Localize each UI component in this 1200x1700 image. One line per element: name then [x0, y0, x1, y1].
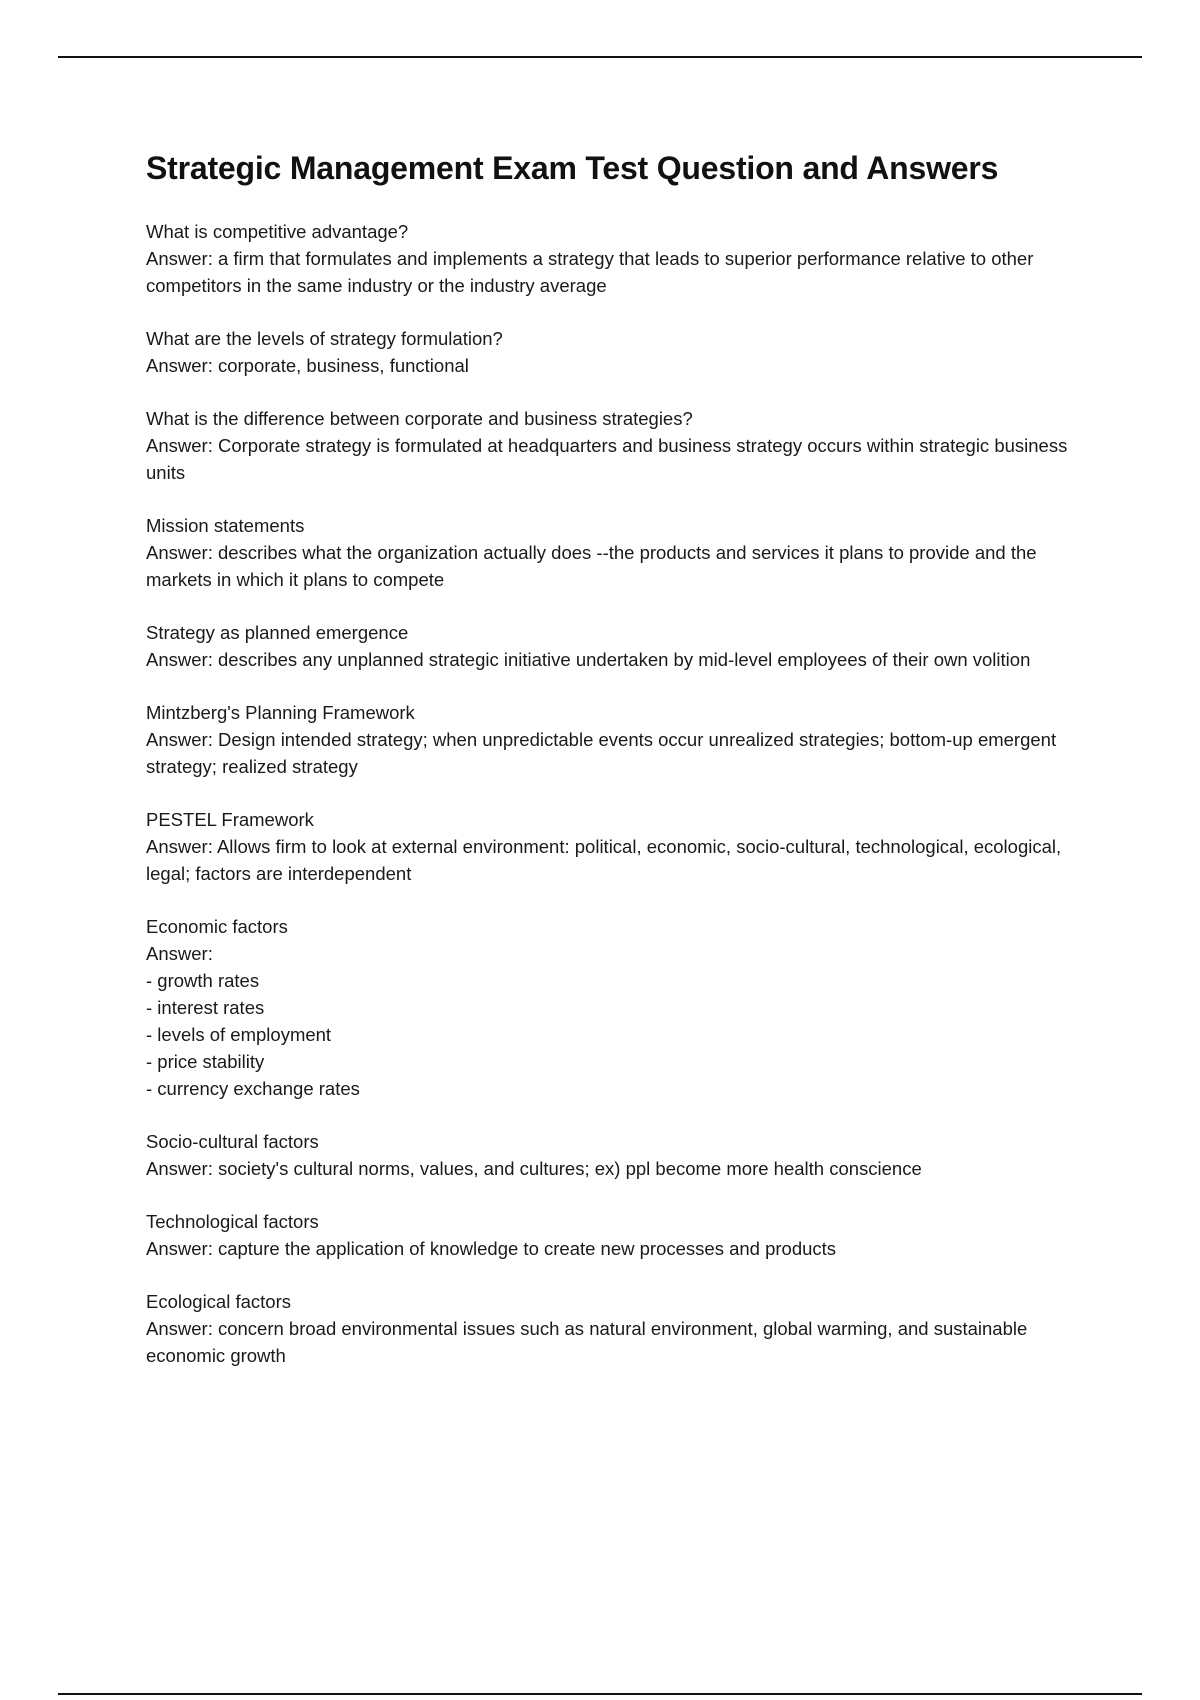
qa-item: [146, 806, 1106, 887]
header-rule: [58, 56, 1142, 58]
qa-item: [146, 1208, 1106, 1262]
question-text: PESTEL Framework: [146, 809, 314, 830]
answer-list-item: - levels of employment: [146, 1024, 332, 1045]
answer-label: Answer:: [146, 943, 213, 964]
qa-item: [146, 218, 1106, 299]
answer-text: Answer: concern broad environmental issues such as natural environment, global warming, and sustainable economic growth: [146, 1318, 1028, 1366]
question-text: Technological factors: [146, 1211, 319, 1232]
answer-text: Answer: corporate, business, functional: [146, 355, 469, 376]
qa-item: [146, 325, 1106, 379]
question-text: Strategy as planned emergence: [146, 622, 409, 643]
qa-item: [146, 1288, 1106, 1369]
qa-item: [146, 1128, 1106, 1182]
page-title: Strategic Management Exam Test Question and Answers: [146, 150, 999, 186]
question-text: Mission statements: [146, 515, 305, 536]
answer-text: Answer: describes any unplanned strategic initiative undertaken by mid-level employees of their own volition: [146, 649, 1031, 670]
answer-text: Answer: capture the application of knowledge to create new processes and products: [146, 1238, 837, 1259]
qa-item: [146, 405, 1106, 486]
answer-text: Answer: a firm that formulates and implements a strategy that leads to superior performance relative to other competitors in the same industry or the industry average: [146, 248, 1034, 296]
qa-item: [146, 699, 1106, 780]
footer-rule: [58, 1693, 1142, 1695]
qa-item: [146, 913, 1106, 1102]
answer-text: Answer: Design intended strategy; when unpredictable events occur unrealized strategies; bottom-up emergent strategy; realized strategy: [146, 729, 1057, 777]
document-body: [146, 146, 1106, 1395]
question-text: What is competitive advantage?: [146, 221, 409, 242]
question-text: Economic factors: [146, 916, 288, 937]
answer-list-item: - interest rates: [146, 997, 265, 1018]
question-text: Socio-cultural factors: [146, 1131, 319, 1152]
answer-text: Answer: describes what the organization actually does --the products and services it plans to provide and the markets in which it plans to compete: [146, 542, 1037, 590]
question-text: What is the difference between corporate and business strategies?: [146, 408, 693, 429]
answer-text: Answer: Corporate strategy is formulated at headquarters and business strategy occurs within strategic business units: [146, 435, 1068, 483]
qa-item: [146, 619, 1106, 673]
qa-item: [146, 512, 1106, 593]
answer-list-item: - price stability: [146, 1051, 265, 1072]
question-text: What are the levels of strategy formulation?: [146, 328, 503, 349]
answer-list-item: - currency exchange rates: [146, 1078, 360, 1099]
question-text: Mintzberg's Planning Framework: [146, 702, 415, 723]
answer-text: Answer: society's cultural norms, values, and cultures; ex) ppl become more health conscience: [146, 1158, 922, 1179]
answer-list-item: - growth rates: [146, 970, 260, 991]
answer-text: Answer: Allows firm to look at external environment: political, economic, socio-cultural, technological, ecological, legal; factors are interdependent: [146, 836, 1062, 884]
question-text: Ecological factors: [146, 1291, 291, 1312]
